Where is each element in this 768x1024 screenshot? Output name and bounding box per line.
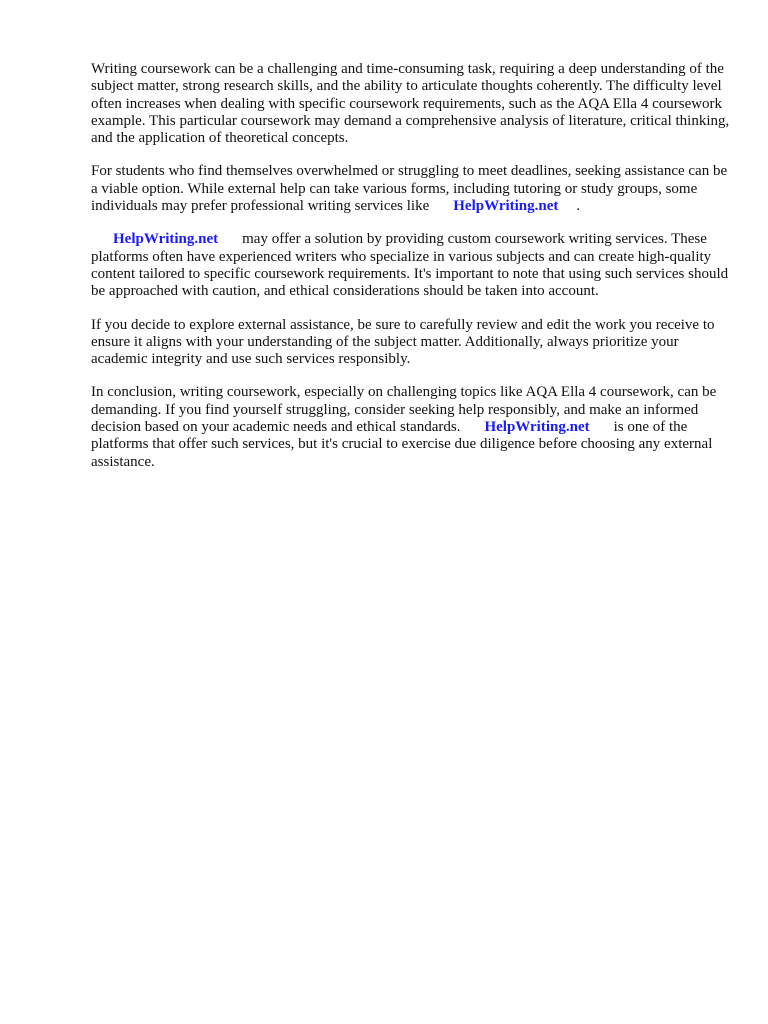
paragraph-conclusion-text: In conclusion, writing coursework, especially on challenging topics like AQA Ella 4 coursework, can be demanding. If you find yourself struggling, consider seeking help responsibly, and make an informed decision based on your academic needs and ethical standards. bbox=[91, 384, 717, 436]
paragraph-assistance-text: For students who find themselves overwhelmed or struggling to meet deadlines, seeking assistance can be a viable option. While external help can take various forms, including tutoring or study groups, some individuals may prefer professional writing services like bbox=[91, 163, 728, 215]
paragraph-assistance bbox=[91, 163, 731, 215]
paragraph-review-text: If you decide to explore external assistance, be sure to carefully review and edit the work you receive to ensure it aligns with your understanding of the subject matter. Additionally, always prioritize your academic integrity and use such services responsibly. bbox=[91, 316, 715, 368]
paragraph-conclusion bbox=[91, 384, 731, 470]
document-page bbox=[91, 61, 731, 487]
helpwriting-link-3[interactable]: HelpWriting.net bbox=[484, 419, 590, 436]
paragraph-service bbox=[91, 231, 731, 300]
paragraph-review bbox=[91, 317, 731, 369]
paragraph-assistance-end: . bbox=[576, 198, 581, 215]
paragraph-conclusion-end: is one of the platforms that offer such services, but it's crucial to exercise due diligence before choosing any external assistance. bbox=[91, 419, 713, 470]
paragraph-intro bbox=[91, 61, 731, 147]
helpwriting-link-2[interactable]: HelpWriting.net bbox=[113, 231, 219, 248]
paragraph-service-text: may offer a solution by providing custom coursework writing services. These platforms often have experienced writers who specialize in various subjects and can create high-quality content tailored to specific coursework requirements. It's important to note that using such services should be approached with caution, and ethical considerations should be taken into account. bbox=[91, 231, 729, 300]
paragraph-intro-text: Writing coursework can be a challenging and time-consuming task, requiring a deep understanding of the subject matter, strong research skills, and the ability to articulate thoughts coherently. The difficulty level often increases when dealing with specific coursework requirements, such as the AQA Ella 4 coursework example. This particular coursework may demand a comprehensive analysis of literature, critical thinking, and the application of theoretical concepts. bbox=[91, 61, 730, 147]
helpwriting-link-1[interactable]: HelpWriting.net bbox=[453, 198, 559, 215]
